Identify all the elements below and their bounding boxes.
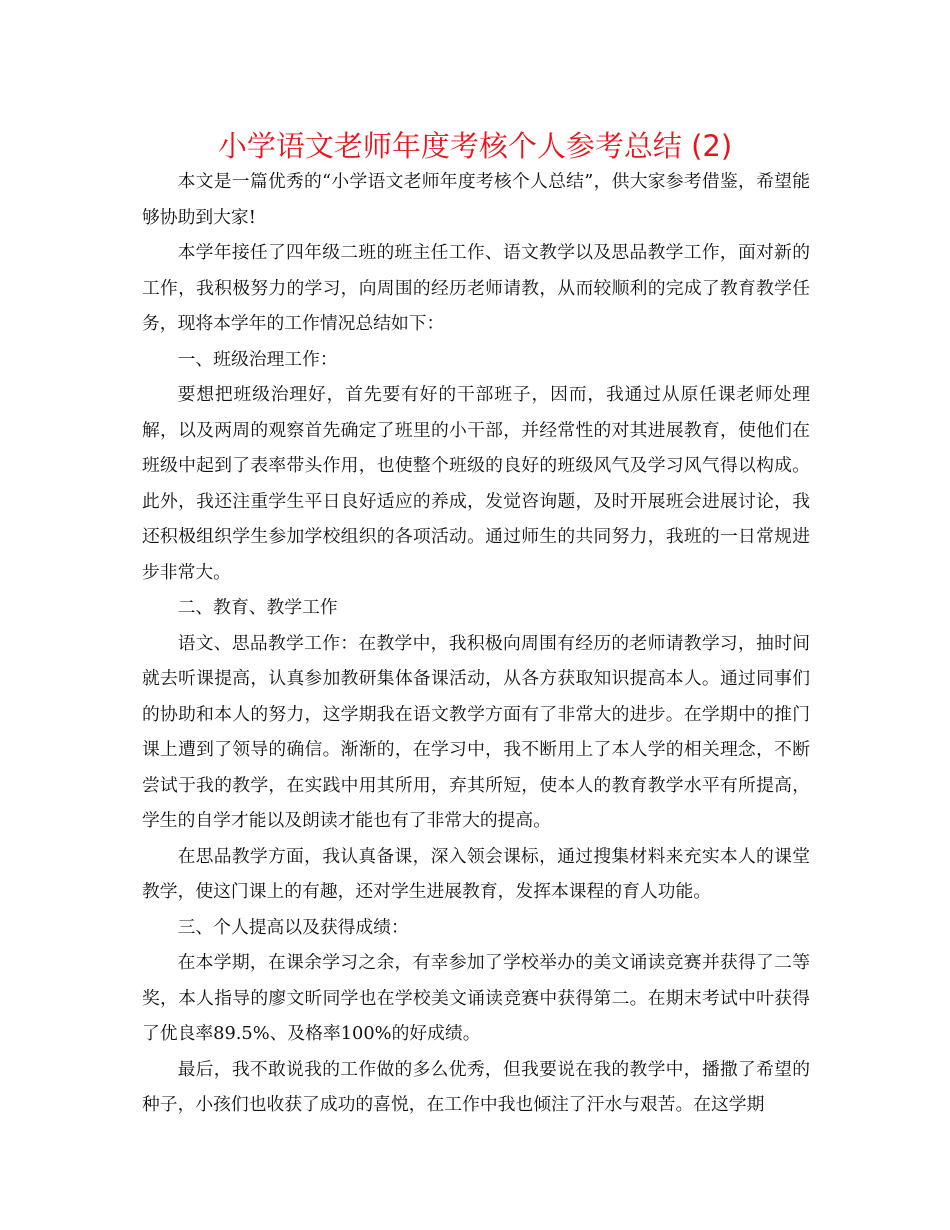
chinese-teaching-paragraph: 语文、思品教学工作：在教学中，我积极向周围有经历的老师请教学习，抽时间就去听课提高，认真参加教研集体备课活动，从各方获取知识提高本人。通过同事们的协助和本人的努力，这学期我在语文教学方面有了非常大的进步。在学期中的推门课上遭到了领导的确信。渐渐的，在学习中，我不断用上了本人学的相关理念，不断尝试于我的教学，在实践中用其所用，弃其所短，使本人的教育教学水平有所提高，学生的自学才能以及朗读才能也有了非常大的提高。 [142, 632, 810, 831]
achievements-paragraph: 在本学期，在课余学习之余，有幸参加了学校举办的美文诵读竞赛并获得了二等奖，本人指导的廖文昕同学也在学校美文诵读竞赛中获得第二。在期末考试中叶获得了优良率89.5%、及格率100%的好成绩。 [142, 952, 810, 1044]
intro-paragraph: 本文是一篇优秀的“小学语文老师年度考核个人总结”，供大家参考借鉴，希望能够协助到大家! [142, 171, 810, 228]
class-management-paragraph: 要想把班级治理好，首先要有好的干部班子，因而，我通过从原任课老师处理解，以及两周的观察首先确定了班里的小干部，并经常性的对其进展教育，使他们在班级中起到了表率带头作用，也使整个班级的良好的班级风气及学习风气得以构成。此外，我还注重学生平日良好适应的养成，发觉咨询题，及时开展班会进展讨论，我还积极组织学生参加学校组织的各项活动。通过师生的共同努力，我班的一日常规进步非常大。 [142, 384, 810, 583]
closing-paragraph: 最后，我不敢说我的工作做的多么优秀，但我要说在我的教学中，播撒了希望的种子，小孩们也收获了成功的喜悦，在工作中我也倾注了汗水与艰苦。在这学期 [142, 1058, 810, 1115]
document-title: 小学语文老师年度考核个人参考总结 (2) [217, 129, 733, 163]
section-heading-class-management: 一、班级治理工作： [177, 348, 338, 370]
section-heading-teaching: 二、教育、教学工作 [177, 597, 338, 618]
document-body [142, 164, 810, 1123]
moral-teaching-paragraph: 在思品教学方面，我认真备课，深入领会课标，通过搜集材料来充实本人的课堂教学，使这门课上的有趣，还对学生进展教育，发挥本课程的育人功能。 [142, 845, 810, 902]
overview-paragraph: 本学年接任了四年级二班的班主任工作、语文教学以及思品教学工作，面对新的工作，我积极努力的学习，向周围的经历老师请教，从而较顺利的完成了教育教学任务，现将本学年的工作情况总结如下： [142, 242, 810, 334]
section-heading-achievements: 三、个人提高以及获得成绩： [177, 916, 409, 938]
